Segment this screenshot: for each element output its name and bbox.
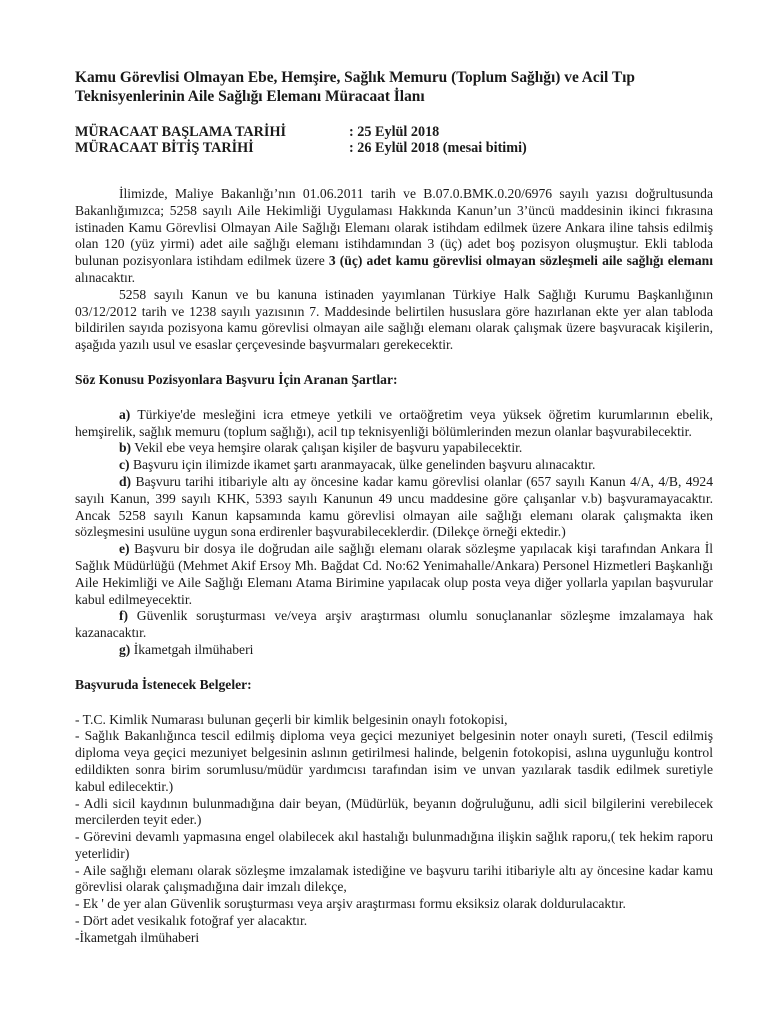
application-dates (75, 124, 713, 156)
intro-text-a: İlimizde, Maliye Bakanlığı’nın 01.06.2011 tarih ve B.07.0.BMK.0.20/6976 sayılı yazısı doğrultusunda Bakanlığımızca; 5258 sayılı Aile Hekimliği Uygulaması Hakkında Kanun’un 3’üncü maddesinin ikinci fıkrasına istinaden Kamu Görevlisi Olmayan Aile Sağlığı Elemanı olarak istihdam edilmek üzere Ankara iline tahsis edilmiş olan 120 (yüz yirmi) adet aile sağlığı elemanı istihdamından 3 (üç) adet boş pozisyon oluşmuştur. Ekli tabloda bulunan pozisyonlara istihdam edilmek üzere (75, 186, 713, 269)
condition-item (75, 407, 713, 441)
condition-label: c) (119, 457, 130, 473)
condition-label: d) (119, 473, 132, 489)
condition-item (75, 642, 713, 659)
intro-paragraph-1 (75, 186, 713, 287)
conditions-list (75, 407, 713, 659)
condition-item (75, 440, 713, 457)
document-item: - T.C. Kimlik Numarası bulunan geçerli bir kimlik belgesinin onaylı fotokopisi, (75, 711, 508, 727)
conditions-heading: Söz Konusu Pozisyonlara Başvuru İçin Aranan Şartlar: (75, 371, 398, 387)
documents-heading: Başvuruda İstenecek Belgeler: (75, 676, 252, 692)
condition-text: İkametgah ilmühaberi (130, 641, 254, 657)
condition-text: Türkiye'de mesleğini icra etmeye yetkili ve ortaöğretim veya yüksek öğretim kurumlarının ebelik, hemşirelik, sağlık memuru (toplum sağlığı), acil tıp teknisyenliği bölümlerinden mezun olanlar başvurabilecektir. (75, 406, 713, 439)
condition-item (75, 457, 713, 474)
document-item: - Sağlık Bakanlığınca tescil edilmiş diploma veya geçici mezuniyet belgesinin noter onaylı sureti, (Tescil edilmiş diploma veya geçici mezuniyet belgesinin aslının getirilmesi halinde, belgenin fotokopisi, aslına uygunluğu kontrol edildikten sonra birim sorumlusu/müdür yardımcısı tarafından isim ve unvan yazılarak tasdik edilmek suretiyle kabul edilecektir.) (75, 728, 713, 794)
condition-label: f) (119, 608, 129, 624)
document-page (75, 68, 713, 947)
condition-label: g) (119, 641, 131, 657)
condition-text: Güvenlik soruşturması ve/veya arşiv araştırması olumlu sonuçlananlar sözleşme imzalamaya hak kazanacaktır. (75, 608, 713, 641)
condition-label: e) (119, 541, 130, 557)
intro-text-b: alınacaktır. (75, 269, 136, 285)
intro-text-bold: 3 (üç) adet kamu görevlisi olmayan sözleşmeli aile sağlığı elemanı (328, 253, 713, 269)
documents-list (75, 712, 713, 947)
condition-text: Başvuru bir dosya ile doğrudan aile sağlığı elemanı olarak sözleşme yapılacak kişi tarafından Ankara İl Sağlık Müdürlüğü (Mehmet Akif Ersoy Mh. Bağdat Cd. No:62 Yenimahalle/Ankara) Personel Hizmetleri Başkanlığı Aile Hekimliği ve Aile Sağlığı Elemanı Atama Birimine yapılacak olup posta veya diğer yollarla yapılan başvurular kabul edilmeyecektir. (75, 541, 713, 607)
condition-item (75, 474, 713, 541)
document-item: - Adli sicil kaydının bulunmadığına dair beyan, (Müdürlük, beyanın doğruluğunu, adli sicil bilgilerini verebilecek mercilerden teyit eder.) (75, 795, 713, 828)
condition-label: b) (119, 440, 132, 456)
document-title: Kamu Görevlisi Olmayan Ebe, Hemşire, Sağlık Memuru (Toplum Sağlığı) ve Acil Tıp Teknisyenlerinin Aile Sağlığı Elemanı Müracaat İlanı (75, 69, 635, 105)
start-date-value: : 25 Eylül 2018 (349, 124, 440, 140)
document-body (75, 186, 713, 947)
document-item: - Aile sağlığı elemanı olarak sözleşme imzalamak istediğine ve başvuru tarihi itibariyle altı ay öncesine kadar kamu görevlisi olarak çalışmadığına dair imzalı dilekçe, (75, 862, 713, 895)
end-date-row (75, 140, 713, 156)
start-date-row (75, 124, 713, 140)
end-date-label: MÜRACAAT BİTİŞ TARİHİ (75, 140, 254, 156)
condition-item (75, 541, 713, 608)
document-item: - Ek ' de yer alan Güvenlik soruşturması veya arşiv araştırması formu eksiksiz olarak doldurulacaktır. (75, 896, 626, 912)
document-item: - Dört adet vesikalık fotoğraf yer alacaktır. (75, 913, 308, 929)
intro-paragraph-2: 5258 sayılı Kanun ve bu kanuna istinaden yayımlanan Türkiye Halk Sağlığı Kurumu Başkanlığının 03/12/2012 tarih ve 1238 sayılı yazısının 7. Maddesinde belirtilen hususlara göre hazırlanan ekte yer alan tabloda bildirilen sayıda pozisyona kamu görevlisi olmayan aile sağlığı elemanı olarak çalışmak üzere başvuracak kişilerin, aşağıda yazılı usul ve esaslar çerçevesinde başvurmaları gerekecektir. (75, 286, 713, 353)
document-item: - Görevini devamlı yapmasına engel olabilecek akıl hastalığı bulunmadığına ilişkin sağlık raporu,( tek hekim raporu yeterlidir) (75, 829, 713, 861)
condition-item (75, 608, 713, 642)
condition-label: a) (119, 406, 131, 422)
end-date-value: : 26 Eylül 2018 (mesai bitimi) (349, 140, 527, 156)
document-item: -İkametgah ilmühaberi (75, 929, 200, 945)
condition-text: Başvuru tarihi itibariyle altı ay öncesine kadar kamu görevlisi olanlar (657 sayılı Kanun 4/A, 4/B, 4924 sayılı Kanun, 399 sayılı KHK, 5393 sayılı Kanunun 49 uncu maddesine göre çalışanlar v.b) başvuramayacaktır. Ancak 5258 sayılı Kanun kapsamında kamu görevlisi olmayan aile sağlığı elemanı olarak çalışmakta iken sözleşmesini usulüne uygun sona erdirenler başvurabileceklerdir. (Dilekçe örneği ektedir.) (75, 473, 713, 540)
start-date-label: MÜRACAAT BAŞLAMA TARİHİ (75, 124, 286, 140)
condition-text: Vekil ebe veya hemşire olarak çalışan kişiler de başvuru yapabilecektir. (131, 440, 523, 456)
condition-text: Başvuru için ilimizde ikamet şartı aranmayacak, ülke genelinden başvuru alınacaktır. (129, 457, 596, 473)
